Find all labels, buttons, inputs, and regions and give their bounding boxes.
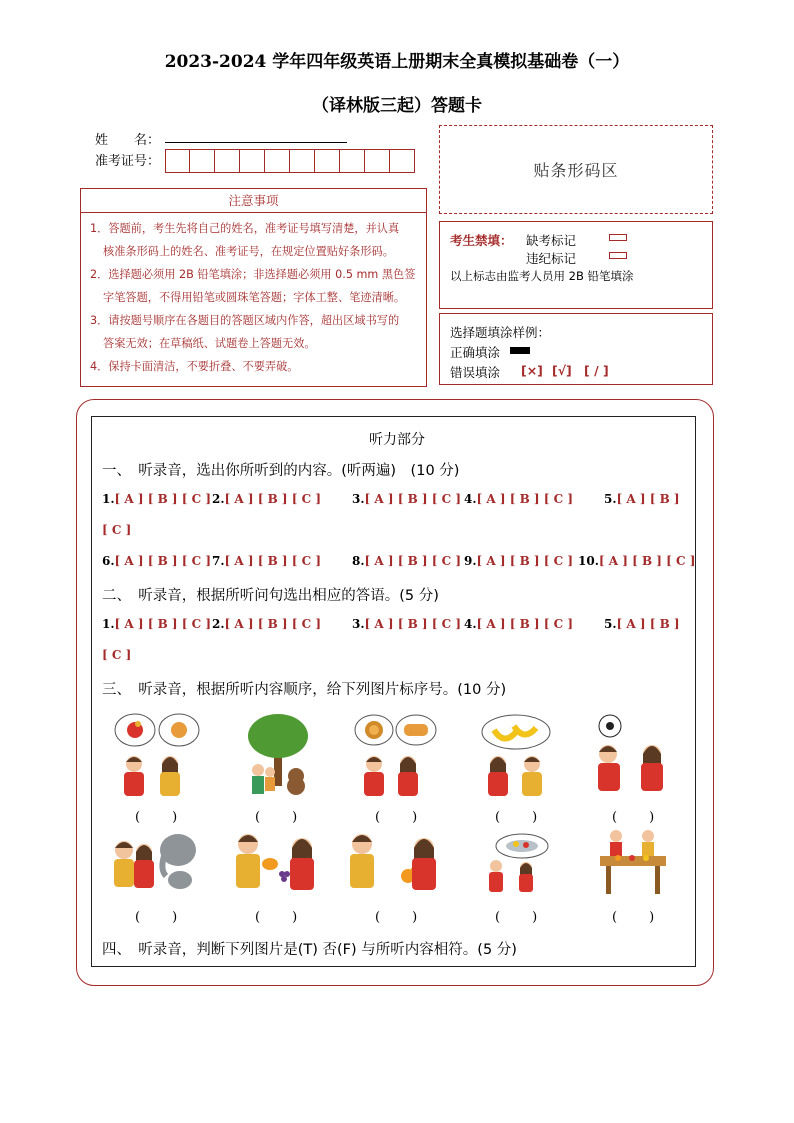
violation-mark-box[interactable] — [609, 252, 627, 259]
notice-box — [80, 188, 427, 387]
notice-item: 1．答题前，考生先将自己的姓名，准考证号填写清楚，并认真 — [90, 222, 400, 235]
wrong-fill-label: 错误填涂 — [450, 365, 501, 380]
id-digit-box[interactable] — [215, 149, 240, 173]
q1-choice[interactable]: 1.[ A ] [ B ] [ C ] — [102, 492, 212, 506]
q7-choice[interactable]: 7.[ A ] [ B ] [ C ] — [212, 554, 322, 568]
section-1-title: 一、 听录音，选出你所听到的内容。(听两遍) (10 分) — [102, 463, 460, 479]
id-number-boxes[interactable] — [165, 149, 415, 173]
id-digit-box[interactable] — [365, 149, 390, 173]
tree-family-picture-icon — [240, 712, 320, 804]
name-label: 姓 名： — [95, 133, 161, 148]
order-blank[interactable]: ( ) — [255, 910, 300, 925]
notice-item: 字笔答题，不得用铅笔或圆珠笔答题；字体工整、笔迹清晰。 — [103, 291, 406, 304]
order-blank[interactable]: ( ) — [612, 910, 657, 925]
elephants-picture-icon — [106, 826, 202, 898]
wrong-mark-slash: [ / ] — [584, 363, 609, 378]
id-digit-box[interactable] — [265, 149, 290, 173]
q6-choice[interactable]: 6.[ A ] [ B ] [ C ] — [102, 554, 212, 568]
bananas-picture-icon — [478, 712, 554, 804]
notice-item: 答案无效；在草稿纸、试题卷上答题无效。 — [103, 337, 316, 350]
barcode-area: 贴条形码区 — [439, 125, 713, 214]
id-digit-box[interactable] — [190, 149, 215, 173]
id-digit-box[interactable] — [390, 149, 415, 173]
wrong-mark-cross: [×] — [521, 363, 543, 378]
s2-q3-choice[interactable]: 3.[ A ] [ B ] [ C ] — [352, 617, 462, 631]
fill-sample-box — [439, 313, 713, 385]
notice-item: 2．选择题必须用 2B 铅笔填涂；非选择题必须用 0.5 mm 黑色签 — [90, 268, 416, 281]
notice-item: 3．请按题号顺序在各题目的答题区域内作答，超出区域书写的 — [90, 314, 400, 327]
order-blank[interactable]: ( ) — [135, 910, 180, 925]
forbidden-label: 考生禁填： — [450, 233, 513, 248]
order-blank[interactable]: ( ) — [255, 810, 300, 825]
q3-choice[interactable]: 3.[ A ] [ B ] [ C ] — [352, 492, 462, 506]
wrong-mark-check: [√] — [552, 363, 572, 378]
notice-list — [81, 213, 426, 378]
s2-q4-choice[interactable]: 4.[ A ] [ B ] [ C ] — [464, 617, 574, 631]
order-blank[interactable]: ( ) — [495, 910, 540, 925]
q5-choice[interactable]: 5.[ A ] [ B ] — [604, 492, 680, 506]
rooster-tiger-picture-icon — [112, 712, 202, 804]
page-subtitle: （译林版三起）答题卡 — [312, 96, 482, 116]
q2-choice[interactable]: 2.[ A ] [ B ] [ C ] — [212, 492, 322, 506]
id-label: 准考证号： — [95, 154, 161, 169]
football-picture-icon — [590, 712, 676, 804]
id-digit-box[interactable] — [315, 149, 340, 173]
name-field[interactable] — [165, 139, 347, 143]
lion-tiger-picture-icon — [352, 712, 442, 804]
q8-choice[interactable]: 8.[ A ] [ B ] [ C ] — [352, 554, 462, 568]
listening-heading: 听力部分 — [369, 432, 425, 448]
absent-mark-box[interactable] — [609, 234, 627, 241]
violation-mark-label: 违纪标记 — [526, 251, 577, 266]
q10-choice[interactable]: 10.[ A ] [ B ] [ C ] — [578, 554, 696, 568]
s2-q5-choice-c[interactable]: [ C ] — [102, 648, 132, 662]
id-digit-box[interactable] — [240, 149, 265, 173]
fill-sample-heading: 选择题填涂样例： — [450, 325, 551, 340]
food-plate-picture-icon — [484, 832, 550, 896]
s2-q2-choice[interactable]: 2.[ A ] [ B ] [ C ] — [212, 617, 322, 631]
mango-grapes-picture-icon — [226, 826, 326, 898]
order-blank[interactable]: ( ) — [135, 810, 180, 825]
q5-choice-c[interactable]: [ C ] — [102, 523, 132, 537]
order-blank[interactable]: ( ) — [612, 810, 657, 825]
section-4-title: 四、 听录音，判断下列图片是(T) 否(F) 与所听内容相符。(5 分) — [102, 942, 517, 958]
notice-heading: 注意事项 — [81, 189, 426, 213]
notice-item: 4．保持卡面清洁，不要折叠、不要弄破。 — [90, 360, 299, 373]
oranges-picture-icon — [342, 826, 442, 898]
s2-q5-choice[interactable]: 5.[ A ] [ B ] — [604, 617, 680, 631]
page-title: 2023-2024 学年四年级英语上册期末全真模拟基础卷（一） — [164, 52, 630, 72]
notice-item: 核准条形码上的姓名、准考证号，在规定位置贴好条形码。 — [103, 245, 394, 258]
q9-choice[interactable]: 9.[ A ] [ B ] [ C ] — [464, 554, 574, 568]
table-party-picture-icon — [596, 826, 670, 898]
absent-mark-label: 缺考标记 — [526, 233, 577, 248]
order-blank[interactable]: ( ) — [495, 810, 540, 825]
correct-fill-example — [510, 347, 530, 354]
id-digit-box[interactable] — [290, 149, 315, 173]
order-blank[interactable]: ( ) — [375, 810, 420, 825]
id-digit-box[interactable] — [165, 149, 190, 173]
section-2-title: 二、 听录音，根据所听问句选出相应的答语。(5 分) — [102, 588, 439, 604]
id-digit-box[interactable] — [340, 149, 365, 173]
q4-choice[interactable]: 4.[ A ] [ B ] [ C ] — [464, 492, 574, 506]
forbidden-fill-box — [439, 221, 713, 309]
correct-fill-label: 正确填涂 — [450, 345, 501, 360]
section-3-title: 三、 听录音，根据所听内容顺序，给下列图片标序号。(10 分) — [102, 682, 507, 698]
forbidden-note: 以上标志由监考人员用 2B 铅笔填涂 — [450, 269, 634, 283]
s2-q1-choice[interactable]: 1.[ A ] [ B ] [ C ] — [102, 617, 212, 631]
order-blank[interactable]: ( ) — [375, 910, 420, 925]
